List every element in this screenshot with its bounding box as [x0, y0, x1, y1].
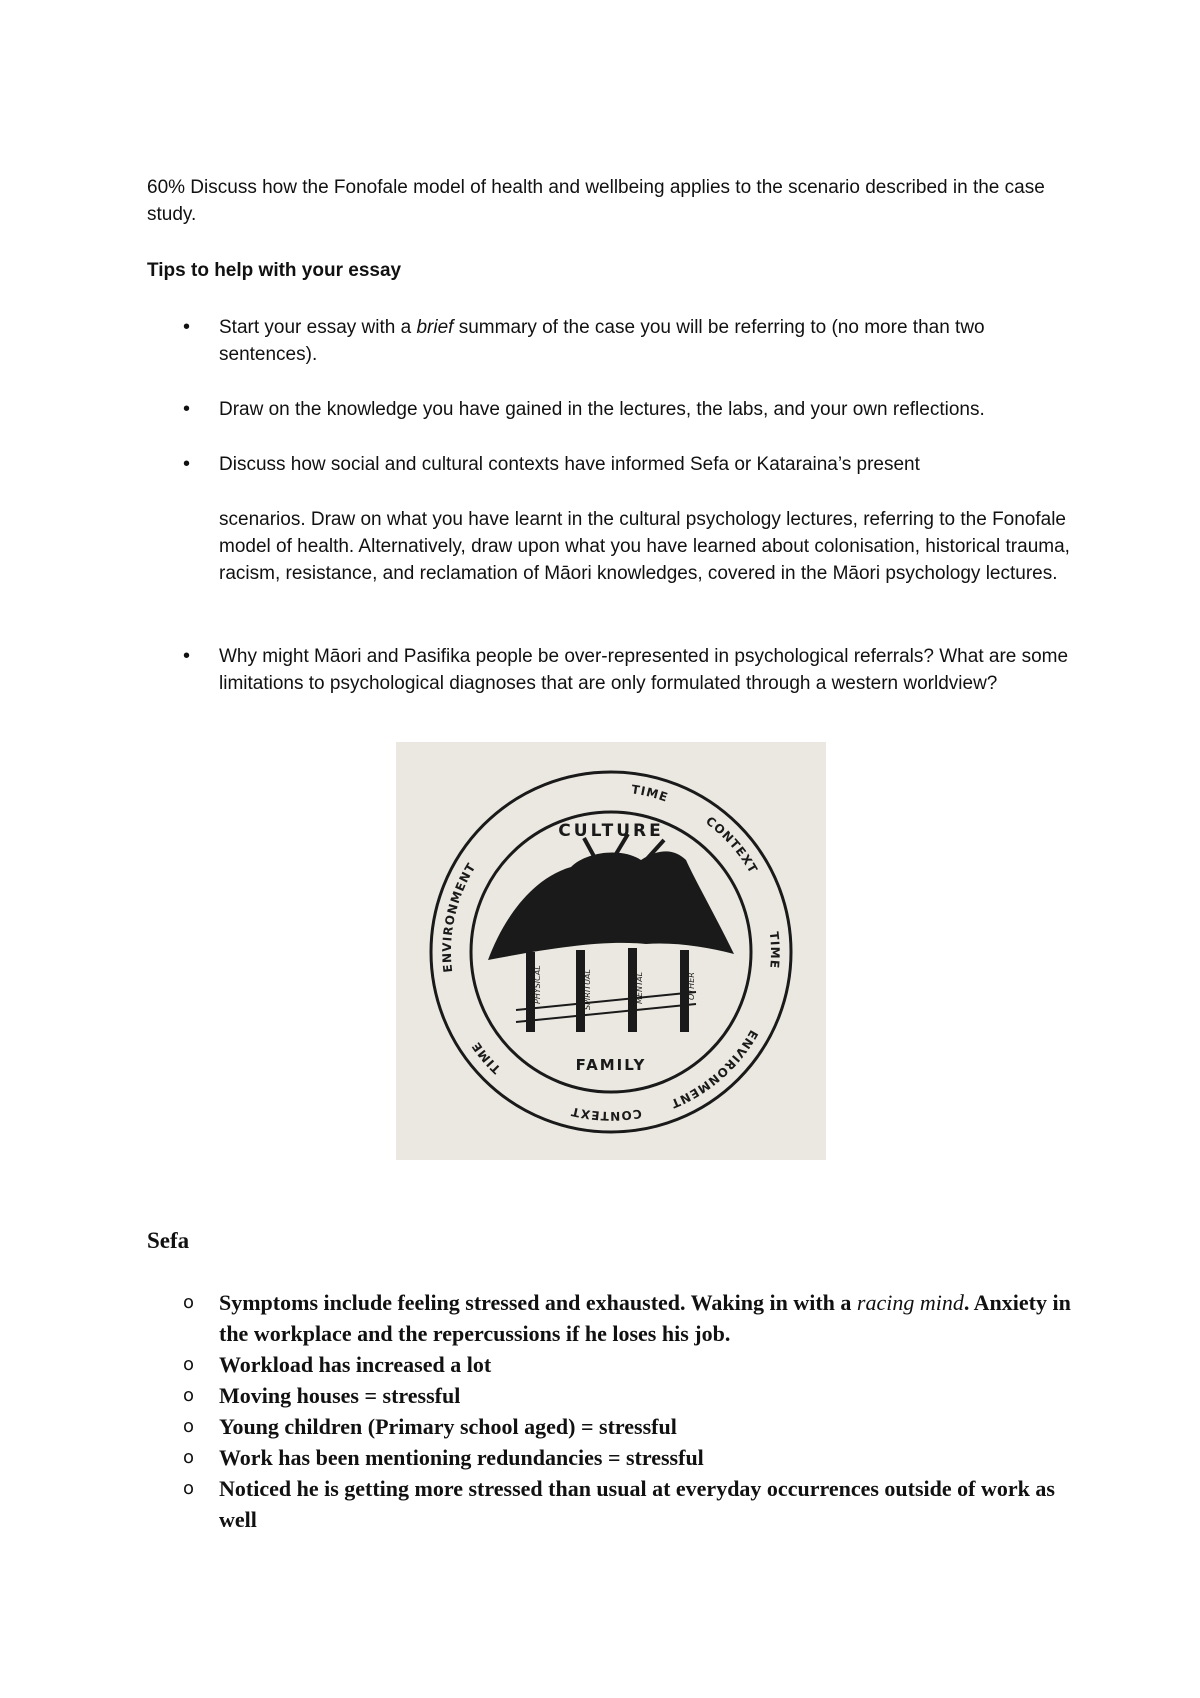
sefa-heading: Sefa	[147, 1228, 190, 1253]
emphasis-text: brief	[416, 317, 454, 338]
tip-item-over-representation: Why might Māori and Pasifika people be over-represented in psychological referrals? What are some limitations to psychological diagnoses that are only formulated through a western worldview?	[219, 646, 1069, 694]
tips-heading: Tips to help with your essay	[147, 260, 402, 281]
svg-text:CONTEXT	[703, 814, 760, 876]
circle-bullet-icon: o	[183, 1416, 195, 1437]
circle-bullet-icon: o	[183, 1354, 195, 1375]
bullet-icon: •	[183, 645, 191, 667]
list-item: o Symptoms include feeling stressed and exhausted. Waking in with a racing mind. Anxiety in the workplace and the repercussions if he loses his job.	[183, 1287, 1083, 1349]
ring-label-time-right: TIME	[766, 930, 783, 970]
circle-bullet-icon: o	[183, 1292, 195, 1313]
bullet-icon: •	[183, 316, 191, 338]
list-item: o Moving houses = stressful	[183, 1380, 1083, 1411]
list-item: o Workload has increased a lot	[183, 1349, 1083, 1380]
svg-text:TIME	[767, 931, 782, 970]
bullet-icon: •	[183, 453, 191, 475]
ring-label-environment-bottom-right: ENVIRONMENT	[668, 1027, 761, 1112]
list-item: o Noticed he is getting more stressed than usual at everyday occurrences outside of work as well	[183, 1473, 1083, 1535]
emphasis-text: racing mind	[856, 1290, 964, 1315]
ring-label-environment-left: ENVIRONMENT	[439, 860, 479, 974]
tip-item-brief-summary: Start your essay with a brief summary of the case you will be referring to (no more than two sentences).	[219, 317, 985, 365]
ring-label-context-bottom: CONTEXT	[569, 1104, 643, 1124]
sefa-symptom-list	[183, 1287, 1083, 1535]
assignment-prompt: 60% Discuss how the Fonofale model of health and wellbeing applies to the scenario described in the case study.	[147, 177, 1045, 225]
post-label-mental: MENTAL	[635, 971, 644, 1004]
fonofale-diagram	[396, 742, 826, 1160]
circle-bullet-icon: o	[183, 1478, 195, 1499]
tip-item-contexts-continued: scenarios. Draw on what you have learnt in the cultural psychology lectures, referring to the Fonofale model of health. Alternatively, draw upon what you have learned about colonisation, historical trauma, racism, resistance, and reclamation of Māori knowledges, covered in the Māori psychology lectures.	[219, 509, 1070, 584]
tip-item-contexts: Discuss how social and cultural contexts have informed Sefa or Kataraina’s present	[219, 454, 920, 475]
ring-label-context-top-right: CONTEXT	[703, 813, 761, 877]
fonofale-model-figure	[396, 742, 826, 1160]
ring-label-time-bottom-left: TIME	[468, 1038, 504, 1077]
post-label-other: OTHER	[687, 972, 696, 1000]
post-label-physical: PHYSICAL	[533, 965, 542, 1004]
culture-label: CULTURE	[558, 821, 664, 841]
family-label: FAMILY	[575, 1056, 647, 1074]
post-label-spiritual: SPIRITUAL	[583, 969, 592, 1010]
circle-bullet-icon: o	[183, 1385, 195, 1406]
svg-text:TIME	[630, 782, 670, 804]
ring-label-time-top: TIME	[630, 782, 671, 805]
bullet-icon: •	[183, 398, 191, 420]
fale-roof-icon	[488, 851, 734, 960]
list-item: o Work has been mentioning redundancies = stressful	[183, 1442, 1083, 1473]
circle-bullet-icon: o	[183, 1447, 195, 1468]
list-item: o Young children (Primary school aged) = stressful	[183, 1411, 1083, 1442]
tip-item-knowledge: Draw on the knowledge you have gained in the lectures, the labs, and your own reflections.	[219, 399, 985, 420]
svg-text:CONTEXT	[569, 1104, 643, 1123]
